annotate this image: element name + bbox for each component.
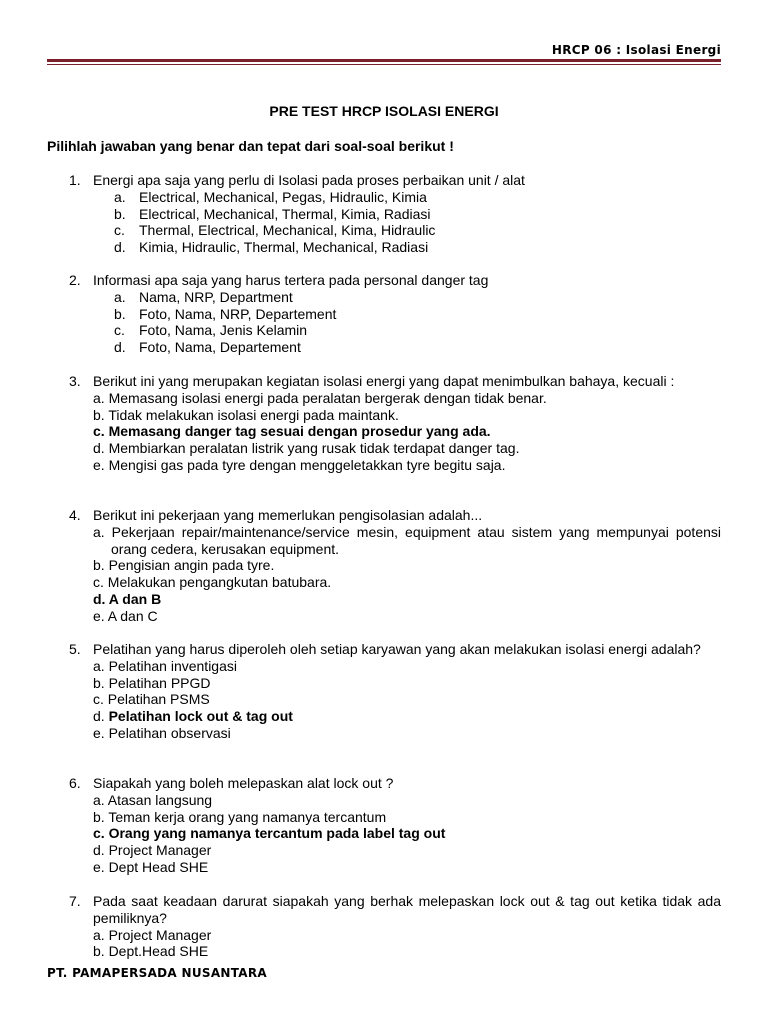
answer-option: a. Project Manager — [93, 926, 212, 943]
answer-option: b. Teman kerja orang yang namanya tercantum — [93, 808, 387, 825]
answer-option: c. Thermal, Electrical, Mechanical, Kima, Hidraulic — [114, 222, 436, 239]
question-1 — [47, 172, 721, 256]
answer-option: b. Pelatihan PPGD — [93, 674, 211, 691]
question-number: 3. — [69, 373, 81, 389]
header-rule-thin — [47, 64, 721, 65]
answer-option: c. Pelatihan PSMS — [93, 691, 210, 708]
answer-option: e. Pelatihan observasi — [93, 724, 231, 741]
answer-option: d. Project Manager — [93, 842, 212, 859]
question-number: 7. — [69, 893, 81, 909]
question-3 — [47, 373, 721, 474]
answer-option: c. Melakukan pengangkutan batubara. — [93, 574, 332, 591]
question-text: Informasi apa saja yang harus tertera pada personal danger tag — [93, 272, 489, 288]
answer-option: b. Foto, Nama, NRP, Departement — [114, 305, 337, 322]
page-title: PRE TEST HRCP ISOLASI ENERGI — [269, 103, 499, 119]
question-text: Energi apa saja yang perlu di Isolasi pada proses perbaikan unit / alat — [93, 172, 525, 188]
question-number: 1. — [69, 172, 81, 188]
correct-answer-option: d. Pelatihan lock out & tag out — [93, 708, 293, 725]
question-number: 6. — [69, 775, 81, 791]
question-number: 4. — [69, 507, 81, 523]
question-7 — [47, 893, 721, 960]
question-text: Berikut ini pekerjaan yang memerlukan pengisolasian adalah... — [93, 507, 483, 523]
header-rule-thick — [47, 59, 721, 62]
question-number: 2. — [69, 272, 81, 288]
answer-option: a. Memasang isolasi energi pada peralatan bergerak dengan tidak benar. — [93, 389, 547, 406]
footer-company: PT. PAMAPERSADA NUSANTARA — [47, 966, 268, 980]
answer-option: d. Foto, Nama, Departement — [114, 339, 301, 356]
question-2 — [47, 272, 721, 356]
answer-option: a. Atasan langsung — [93, 791, 213, 808]
answer-option: d. Kimia, Hidraulic, Thermal, Mechanical, Radiasi — [114, 239, 429, 256]
answer-option: e. A dan C — [93, 607, 158, 624]
document-header-code: HRCP 06 : Isolasi Energi — [551, 43, 721, 57]
question-text: Pelatihan yang harus diperoleh oleh setiap karyawan yang akan melakukan isolasi energi adalah? — [93, 641, 701, 657]
question-text: Pada saat keadaan darurat siapakah yang berhak melepaskan lock out & tag out ketika tidak ada pemiliknya? — [93, 893, 721, 926]
answer-option: b. Electrical, Mechanical, Thermal, Kimia, Radiasi — [114, 205, 431, 222]
question-number: 5. — [69, 641, 81, 657]
question-text: Berikut ini yang merupakan kegiatan isolasi energi yang dapat menimbulkan bahaya, kecuali : — [93, 373, 675, 389]
answer-option: c. Foto, Nama, Jenis Kelamin — [114, 322, 308, 339]
answer-option: b. Dept.Head SHE — [93, 943, 209, 960]
answer-option: d. Membiarkan peralatan listrik yang rusak tidak terdapat danger tag. — [93, 440, 520, 457]
question-5 — [47, 641, 721, 742]
question-text: Siapakah yang boleh melepaskan alat lock out ? — [93, 775, 394, 791]
correct-answer-option: c. Memasang danger tag sesuai dengan prosedur yang ada. — [93, 423, 491, 440]
answer-option: a. Pekerjaan repair/maintenance/service mesin, equipment atau sistem yang mempunyai potensi orang cedera, kerusakan equipment. — [93, 523, 721, 557]
instruction-text: Pilihlah jawaban yang benar dan tepat dari soal-soal berikut ! — [47, 138, 454, 154]
correct-answer-option: d. A dan B — [93, 590, 162, 607]
answer-option: e. Mengisi gas pada tyre dengan menggeletakkan tyre begitu saja. — [93, 456, 506, 473]
question-4 — [47, 507, 721, 625]
answer-option: e. Dept Head SHE — [93, 858, 209, 875]
answer-option: a. Pelatihan inventigasi — [93, 657, 237, 674]
question-6 — [47, 775, 721, 876]
answer-option: a. Nama, NRP, Department — [114, 288, 293, 305]
answer-option: a. Electrical, Mechanical, Pegas, Hidraulic, Kimia — [114, 188, 427, 205]
answer-option: b. Pengisian angin pada tyre. — [93, 557, 275, 574]
answer-option: b. Tidak melakukan isolasi energi pada maintank. — [93, 406, 399, 423]
correct-answer-option: c. Orang yang namanya tercantum pada label tag out — [93, 825, 446, 842]
